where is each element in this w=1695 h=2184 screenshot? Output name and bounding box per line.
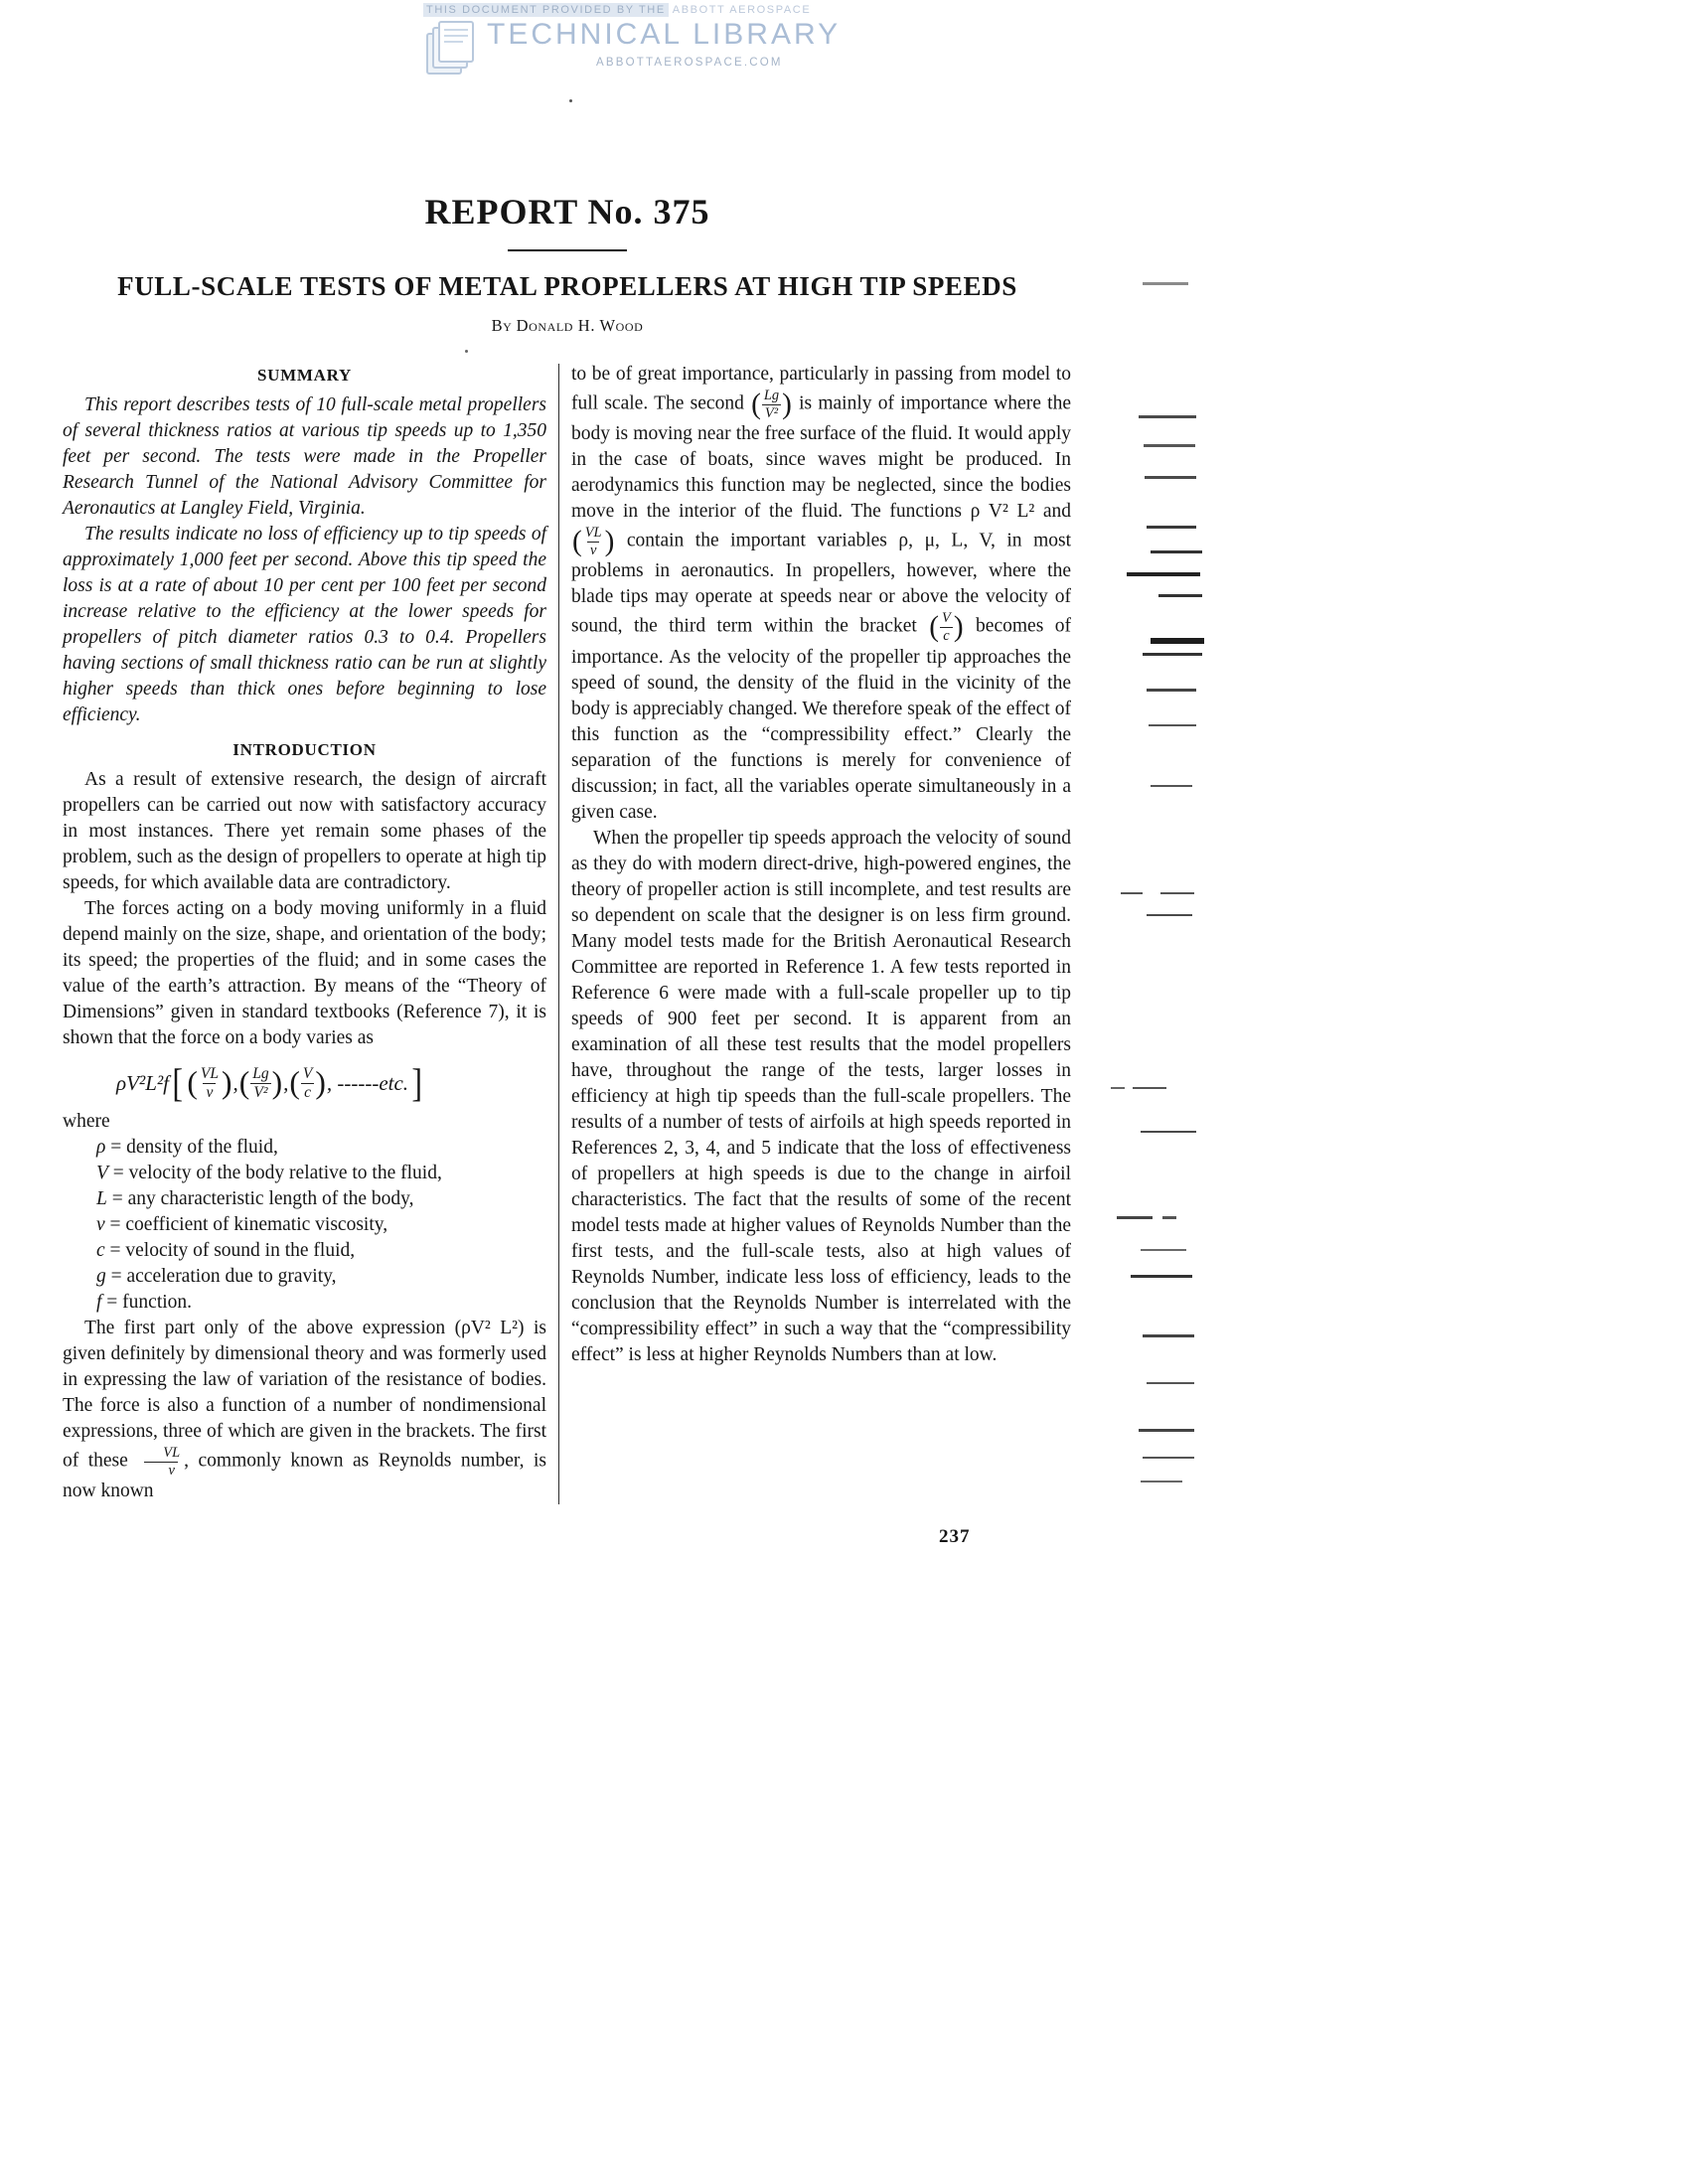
scan-mark — [1149, 724, 1196, 726]
scan-mark — [1151, 785, 1192, 787]
scan-mark — [1139, 1429, 1194, 1432]
scan-mark — [1162, 1216, 1176, 1219]
author-name: Donald H. Wood — [516, 316, 644, 335]
definition-length: L = any characteristic length of the body, — [96, 1188, 414, 1209]
scan-mark — [1133, 1087, 1166, 1089]
right-column-paragraph-2: When the propeller tip speeds approach the velocity of sound as they do with modern direct-drive, high-powered engines, the theory of propeller action is still incomplete, and test results are so dependent on scale that the designer is on less firm ground. Many model tests made for the British Aeronautical Research Committee are reported in Reference 1. A few tests reported in Reference 6 were made with a full-scale propeller up to tip speeds of 900 feet per second. It is apparent from an examination of all these test results that the model propellers have, throughout the range of the tests, larger losses in efficiency at high tip speeds than the full-scale propellers. The results of a number of tests of airfoils at high speeds reported in References 2, 3, 4, and 5 indicate that the loss of effectiveness of propellers at high speeds is due to the change in airfoil characteristics. The fact that the results of some of the recent model tests made at higher values of Reynolds Number than the first tests, and the full-scale tests, also at high values of Reynolds Number, indicate less loss of efficiency, leads to the conclusion that the Reynolds Number is interrelated with the “compressibility effect” in such a way that the “compressibility effect” is less at higher Reynolds Numbers than at low. — [571, 827, 1071, 1365]
watermark-library-title: TECHNICAL LIBRARY — [487, 18, 842, 51]
introduction-paragraph-2: The forces acting on a body moving uniformly in a fluid depend mainly on the size, shape, and orientation of the body; its speed; the properties of the fluid; and in some cases the value of the earth’s attraction. By means of the “Theory of Dimensions” given in standard textbooks (Reference 7), it is shown that the force on a body varies as — [63, 898, 546, 1048]
scan-mark — [1143, 653, 1202, 656]
page-number: 237 — [939, 1526, 971, 1547]
scan-mark — [1141, 1481, 1182, 1482]
symbol-definition-list — [96, 1135, 546, 1316]
dimensional-analysis-formula: ρV²L²f [ ( $\frac{VL}{\nu}$ ) , ( $\frac{Lg}{\text{V²}}$ ) , ( $\frac{V}{c}$ ) , ------etc. ] — [116, 1060, 423, 1105]
scan-mark — [465, 350, 468, 353]
scan-mark — [1143, 1334, 1194, 1337]
scan-mark — [1160, 892, 1194, 894]
scan-mark — [1131, 1275, 1192, 1278]
scan-mark — [1117, 1216, 1153, 1219]
scan-mark — [1147, 526, 1196, 529]
introduction-paragraph-1: As a result of extensive research, the design of aircraft propellers can be carried out now with satisfactory accuracy in most instances. There yet remain some phases of the problem, such as the design of propellers to operate at high tip speeds, for which available data are contradictory. — [63, 769, 546, 893]
scan-mark — [1143, 282, 1188, 285]
left-column — [63, 362, 546, 1504]
scan-mark — [569, 99, 572, 102]
scan-mark — [1147, 1382, 1194, 1384]
right-column-paragraph-1: to be of great importance, particularly in passing from model to full scale. The second ( $\frac{Lg}{\text{V²}}$ ) is mainly of importance where the body is moving near the free surface of the fluid. It would apply in the case of boats, since waves might be produced. In aerodynamics this function may be neglected, since the bodies move in the interior of the fluid. The functions ρ V² L² and ( $\frac{VL}{\nu}$ ) contain the important variables ρ, μ, L, V, in most problems in aeronautics. In propellers, however, where the blade tips may operate at speeds near or above the velocity of sound, the third term within the bracket ( $\frac{V}{c}$ ) becomes of importance. As the velocity of the propeller tip approaches the speed of sound, the density of the fluid in the vicinity of the body is appreciably changed. We therefore speak of the effect of this function as the “compressibility effect.” Clearly the separation of the functions is merely for convenience of discussion; in fact, all the variables operate simultaneously in a given case. — [571, 364, 1072, 823]
two-column-text — [63, 362, 1072, 1504]
scan-mark — [1151, 550, 1202, 553]
watermark-provider-text: THIS DOCUMENT PROVIDED BY THE — [423, 3, 669, 17]
watermark-domain: ABBOTTAEROSPACE.COM — [596, 57, 783, 69]
scan-mark — [1143, 1457, 1194, 1459]
scan-mark — [1145, 476, 1196, 479]
definition-sound-velocity: c = velocity of sound in the fluid, — [96, 1240, 356, 1261]
definition-function: f = function. — [96, 1292, 193, 1313]
byline-prefix: By — [491, 316, 513, 335]
scan-mark — [1127, 572, 1200, 576]
definition-velocity: V = velocity of the body relative to the fluid, — [96, 1163, 442, 1183]
title-rule — [508, 249, 627, 251]
summary-heading: SUMMARY — [257, 366, 352, 385]
scan-mark — [1121, 892, 1143, 894]
column-divider — [558, 364, 559, 1504]
introduction-heading: INTRODUCTION — [232, 740, 377, 759]
scan-mark — [1147, 689, 1196, 692]
report-page — [63, 0, 1072, 1504]
paper-title: FULL-SCALE TESTS OF METAL PROPELLERS AT HIGH TIP SPEEDS — [117, 271, 1017, 301]
watermark-provider-org: ABBOTT AEROSPACE — [672, 4, 812, 16]
report-number: REPORT No. 375 — [424, 192, 710, 232]
scan-mark — [1151, 638, 1204, 644]
scan-mark — [1158, 594, 1202, 597]
left-column-closing-paragraph: The first part only of the above expression (ρV² L²) is given definitely by dimensional theory and was formerly used in expressing the law of variation of the resistance of bodies. The force is also a function of a number of nondimensional expressions, three of which are given in the brackets. The first of these $\frac{VL}{\nu}$ , commonly known as Reynolds number, is now known — [63, 1318, 547, 1502]
summary-paragraph-1: This report describes tests of 10 full-scale metal propellers of several thickness ratios at various tip speeds up to 1,350 feet per second. The tests were made in the Propeller Research Tunnel of the National Advisory Committee for Aeronautics at Langley Field, Virginia. — [63, 394, 546, 519]
where-label: where — [63, 1111, 110, 1132]
scan-mark — [1139, 415, 1196, 418]
scan-mark — [1141, 1131, 1196, 1133]
definition-gravity: g = acceleration due to gravity, — [96, 1266, 337, 1287]
definition-rho: ρ = density of the fluid, — [96, 1137, 278, 1158]
definition-viscosity: ν = coefficient of kinematic viscosity, — [96, 1214, 388, 1235]
right-column — [571, 362, 1071, 1504]
scan-mark — [1144, 444, 1195, 447]
scan-mark — [1141, 1249, 1186, 1251]
scan-mark — [1111, 1087, 1125, 1089]
scan-mark — [1147, 914, 1192, 916]
summary-paragraph-2: The results indicate no loss of efficiency up to tip speeds of approximately 1,000 feet per second. Above this tip speed the loss is at a rate of about 10 per cent per 100 feet per second increase relative to the efficiency at the lower speeds for propellers of pitch diameter ratios 0.3 to 0.4. Propellers having sections of small thickness ratio can be run at slightly higher speeds than thick ones before beginning to lose efficiency. — [63, 524, 546, 725]
byline — [63, 316, 1072, 336]
